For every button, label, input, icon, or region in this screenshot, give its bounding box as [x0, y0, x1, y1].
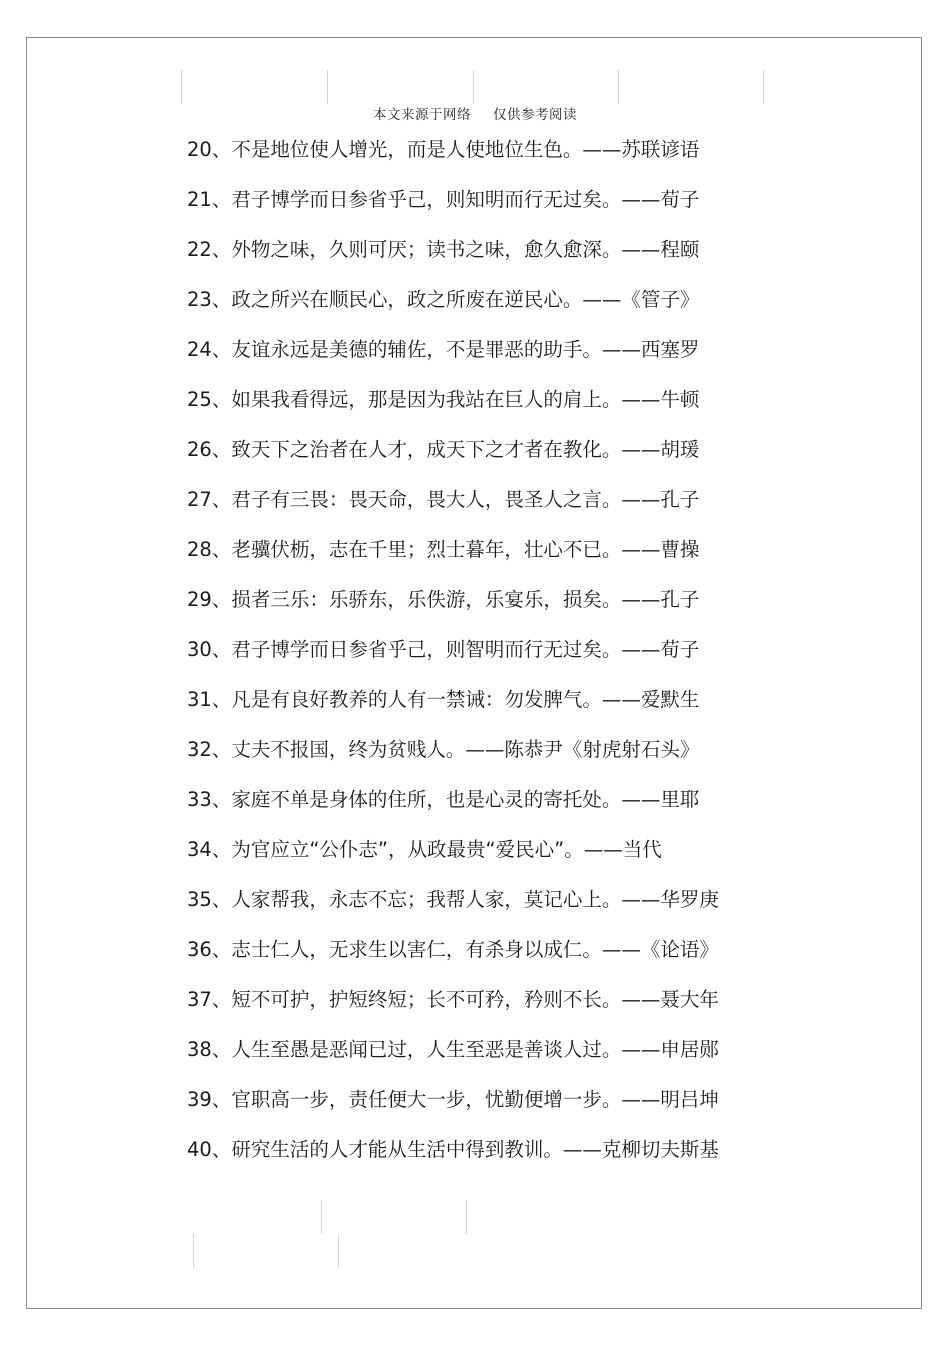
list-item [187, 1132, 719, 1182]
quote-text: 为官应立“公仆志”，从政最贵“爱民心”。——当代 [231, 838, 662, 861]
list-item [187, 632, 719, 682]
quote-text: 家庭不单是身体的住所，也是心灵的寄托处。——里耶 [231, 788, 700, 811]
quote-text: 凡是有良好教养的人有一禁诫：勿发脾气。——爱默生 [231, 688, 700, 711]
list-item [187, 932, 719, 982]
quote-number: 20、 [187, 138, 232, 161]
quote-text: 友谊永远是美德的辅佐，不是罪恶的助手。——西塞罗 [231, 338, 700, 361]
header-note [0, 103, 950, 123]
list-item [187, 532, 719, 582]
quote-number: 30、 [187, 638, 232, 661]
list-item [187, 582, 719, 632]
list-item [187, 232, 719, 282]
quote-text: 君子有三畏：畏天命，畏大人，畏圣人之言。——孔子 [231, 488, 700, 511]
quote-number: 37、 [187, 988, 232, 1011]
quote-number: 31、 [187, 688, 232, 711]
quote-text: 人生至愚是恶闻已过，人生至恶是善谈人过。——申居郧 [231, 1038, 719, 1061]
quote-number: 26、 [187, 438, 232, 461]
guide-line [466, 1200, 467, 1234]
quote-number: 34、 [187, 838, 232, 861]
reference-note: 仅供参考阅读 [493, 107, 577, 123]
quote-text: 损者三乐：乐骄东，乐佚游，乐宴乐，损矣。——孔子 [231, 588, 700, 611]
guide-line [473, 70, 474, 104]
quote-text: 官职高一步，责任便大一步，忧勤便增一步。——明吕坤 [231, 1088, 719, 1111]
guide-line [193, 1234, 194, 1268]
quote-number: 22、 [187, 238, 232, 261]
quote-number: 28、 [187, 538, 232, 561]
quote-text: 丈夫不报国，终为贫贱人。——陈恭尹《射虎射石头》 [231, 738, 700, 761]
guide-line [338, 1234, 339, 1268]
quote-text: 政之所兴在顺民心，政之所废在逆民心。——《管子》 [231, 288, 700, 311]
quote-text: 不是地位使人增光，而是人使地位生色。——苏联谚语 [231, 138, 700, 161]
source-note: 本文来源于网络 [373, 107, 471, 123]
list-item [187, 832, 719, 882]
quote-text: 志士仁人，无求生以害仁，有杀身以成仁。——《论语》 [231, 938, 719, 961]
quote-number: 36、 [187, 938, 232, 961]
list-item [187, 782, 719, 832]
list-item [187, 382, 719, 432]
quote-text: 如果我看得远，那是因为我站在巨人的肩上。——牛顿 [231, 388, 700, 411]
list-item [187, 882, 719, 932]
quote-number: 33、 [187, 788, 232, 811]
quote-text: 君子博学而日参省乎己，则智明而行无过矣。——荀子 [231, 638, 700, 661]
quote-number: 25、 [187, 388, 232, 411]
list-item [187, 332, 719, 382]
quote-number: 27、 [187, 488, 232, 511]
guide-line [618, 70, 619, 104]
quote-number: 21、 [187, 188, 232, 211]
quote-text: 人家帮我，永志不忘；我帮人家，莫记心上。——华罗庚 [231, 888, 719, 911]
list-item [187, 732, 719, 782]
list-item [187, 182, 719, 232]
quote-number: 29、 [187, 588, 232, 611]
quote-list [187, 132, 719, 1182]
list-item [187, 682, 719, 732]
list-item [187, 1082, 719, 1132]
list-item [187, 982, 719, 1032]
quote-number: 35、 [187, 888, 232, 911]
quote-text: 外物之味，久则可厌；读书之味，愈久愈深。——程颐 [231, 238, 700, 261]
quote-text: 君子博学而日参省乎己，则知明而行无过矣。——荀子 [231, 188, 700, 211]
quote-number: 23、 [187, 288, 232, 311]
guide-line [327, 70, 328, 104]
quote-number: 32、 [187, 738, 232, 761]
quote-number: 24、 [187, 338, 232, 361]
list-item [187, 482, 719, 532]
list-item [187, 282, 719, 332]
quote-number: 39、 [187, 1088, 232, 1111]
quote-text: 老骥伏枥，志在千里；烈士暮年，壮心不已。——曹操 [231, 538, 700, 561]
list-item [187, 432, 719, 482]
list-item [187, 1032, 719, 1082]
quote-text: 研究生活的人才能从生活中得到教训。——克柳切夫斯基 [231, 1138, 719, 1161]
quote-number: 40、 [187, 1138, 232, 1161]
quote-number: 38、 [187, 1038, 232, 1061]
guide-line [181, 70, 182, 104]
quote-text: 致天下之治者在人才，成天下之才者在教化。——胡瑗 [231, 438, 700, 461]
list-item [187, 132, 719, 182]
guide-line [321, 1200, 322, 1234]
guide-line [763, 70, 764, 104]
quote-text: 短不可护，护短终短；长不可矜，矜则不长。——聂大年 [231, 988, 719, 1011]
